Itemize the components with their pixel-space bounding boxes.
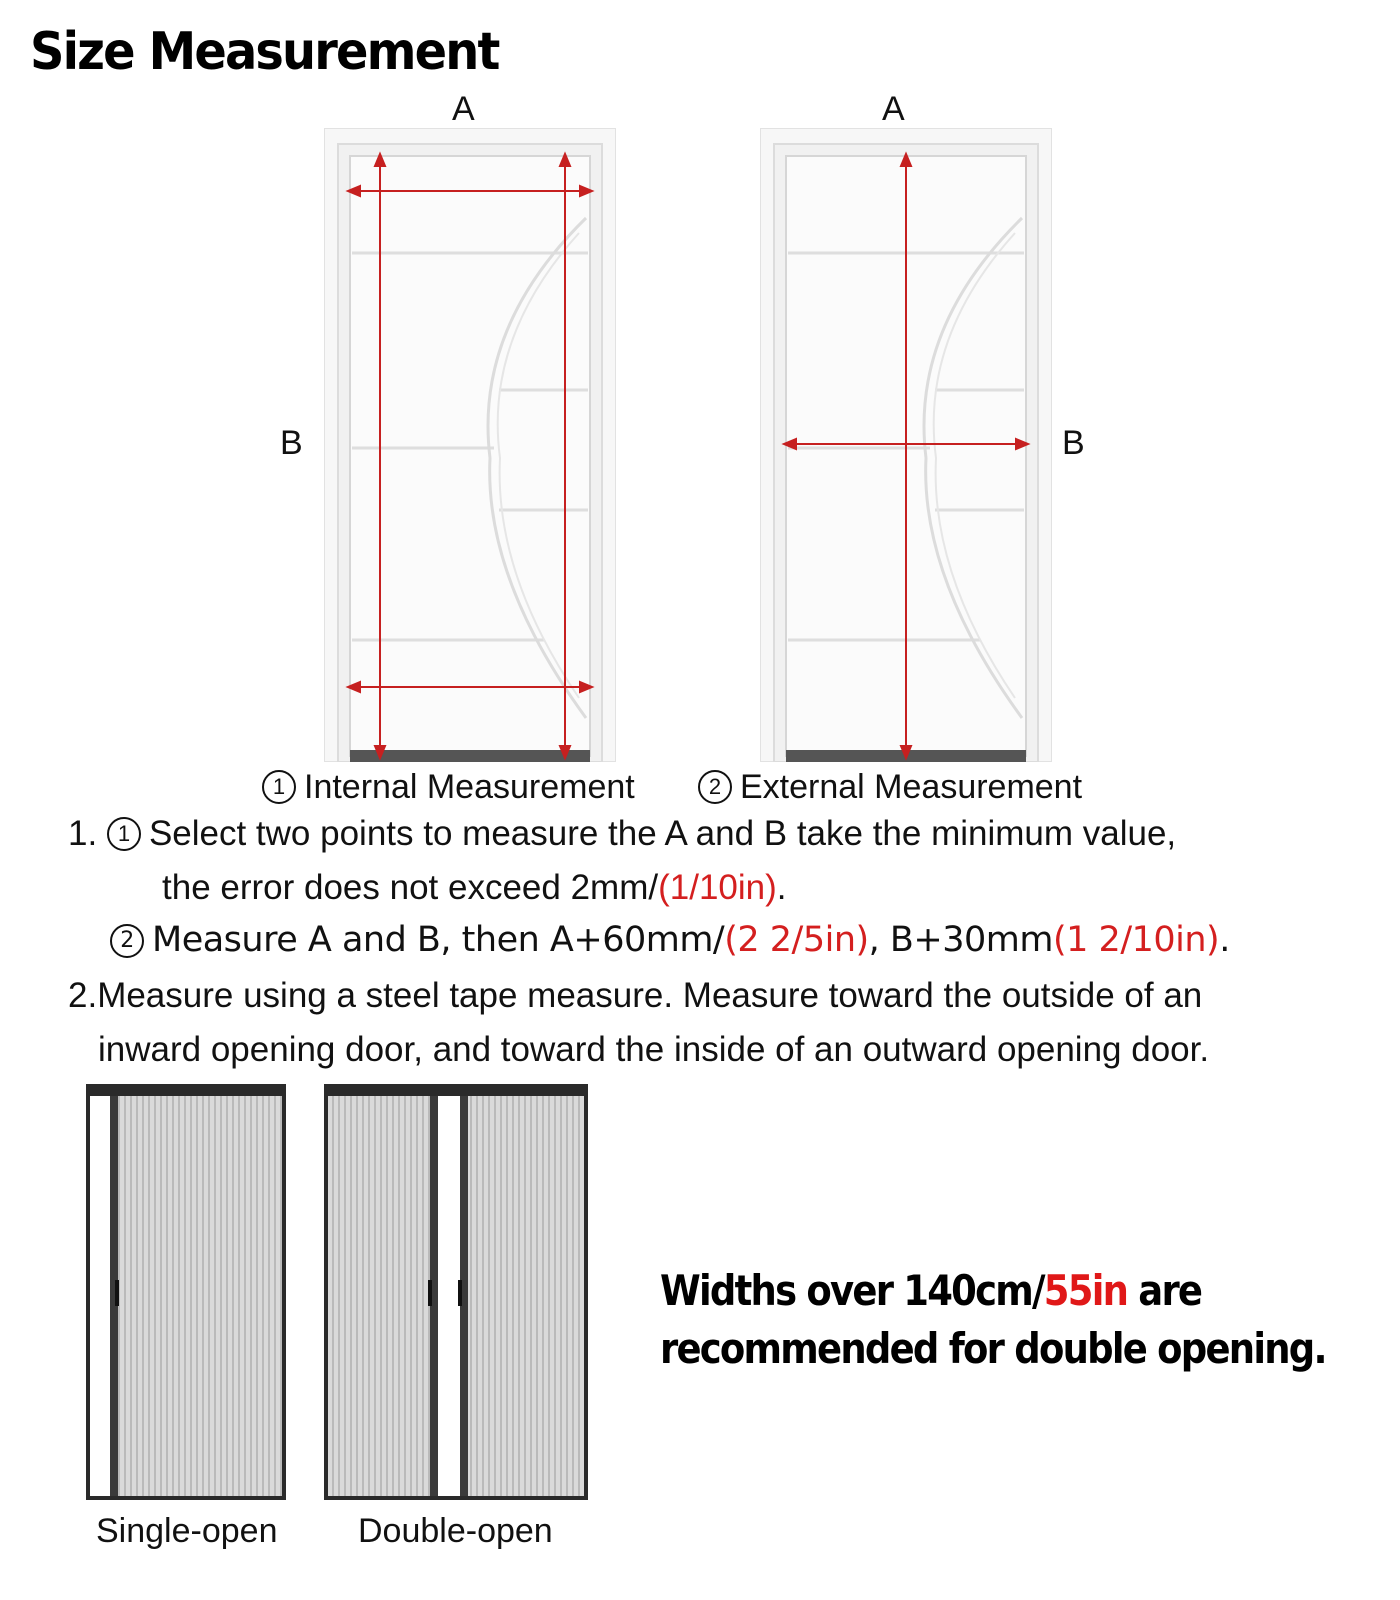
double-opening-recommendation	[660, 1262, 1326, 1378]
recommendation-line-1: Widths over 140cm/55in are	[660, 1266, 1202, 1315]
page-title: Size Measurement	[30, 22, 499, 82]
external-label-a: A	[882, 90, 905, 128]
internal-door-illustration	[324, 128, 616, 762]
internal-label-a: A	[452, 90, 475, 128]
single-open-label: Single-open	[96, 1512, 278, 1550]
double-open-screen-illustration	[324, 1084, 588, 1500]
circled-number-2: 2	[698, 770, 732, 804]
double-open-label: Double-open	[358, 1512, 553, 1550]
internal-label-b: B	[280, 424, 303, 462]
circled-number-2: 2	[110, 924, 144, 958]
external-label-b: B	[1062, 424, 1085, 462]
instruction-line-3: 2 Measure A and B, then A+60mm/(2 2/5in), B+30mm(1 2/10in).	[110, 920, 1230, 960]
instruction-line-5: inward opening door, and toward the inside of an outward opening door.	[98, 1030, 1210, 1069]
circled-number-1: 1	[107, 817, 141, 851]
recommendation-line-2: recommended for double opening.	[660, 1324, 1326, 1373]
instruction-line-1: 1. 1 Select two points to measure the A and B take the minimum value,	[68, 814, 1177, 853]
single-open-screen-illustration	[86, 1084, 286, 1500]
instruction-line-2: the error does not exceed 2mm/(1/10in).	[162, 868, 787, 907]
external-caption: 2 External Measurement	[698, 768, 1082, 807]
circled-number-1: 1	[262, 770, 296, 804]
external-door-illustration	[760, 128, 1052, 762]
instruction-line-4: 2.Measure using a steel tape measure. Measure toward the outside of an	[68, 976, 1203, 1015]
internal-caption: 1 Internal Measurement	[262, 768, 635, 807]
